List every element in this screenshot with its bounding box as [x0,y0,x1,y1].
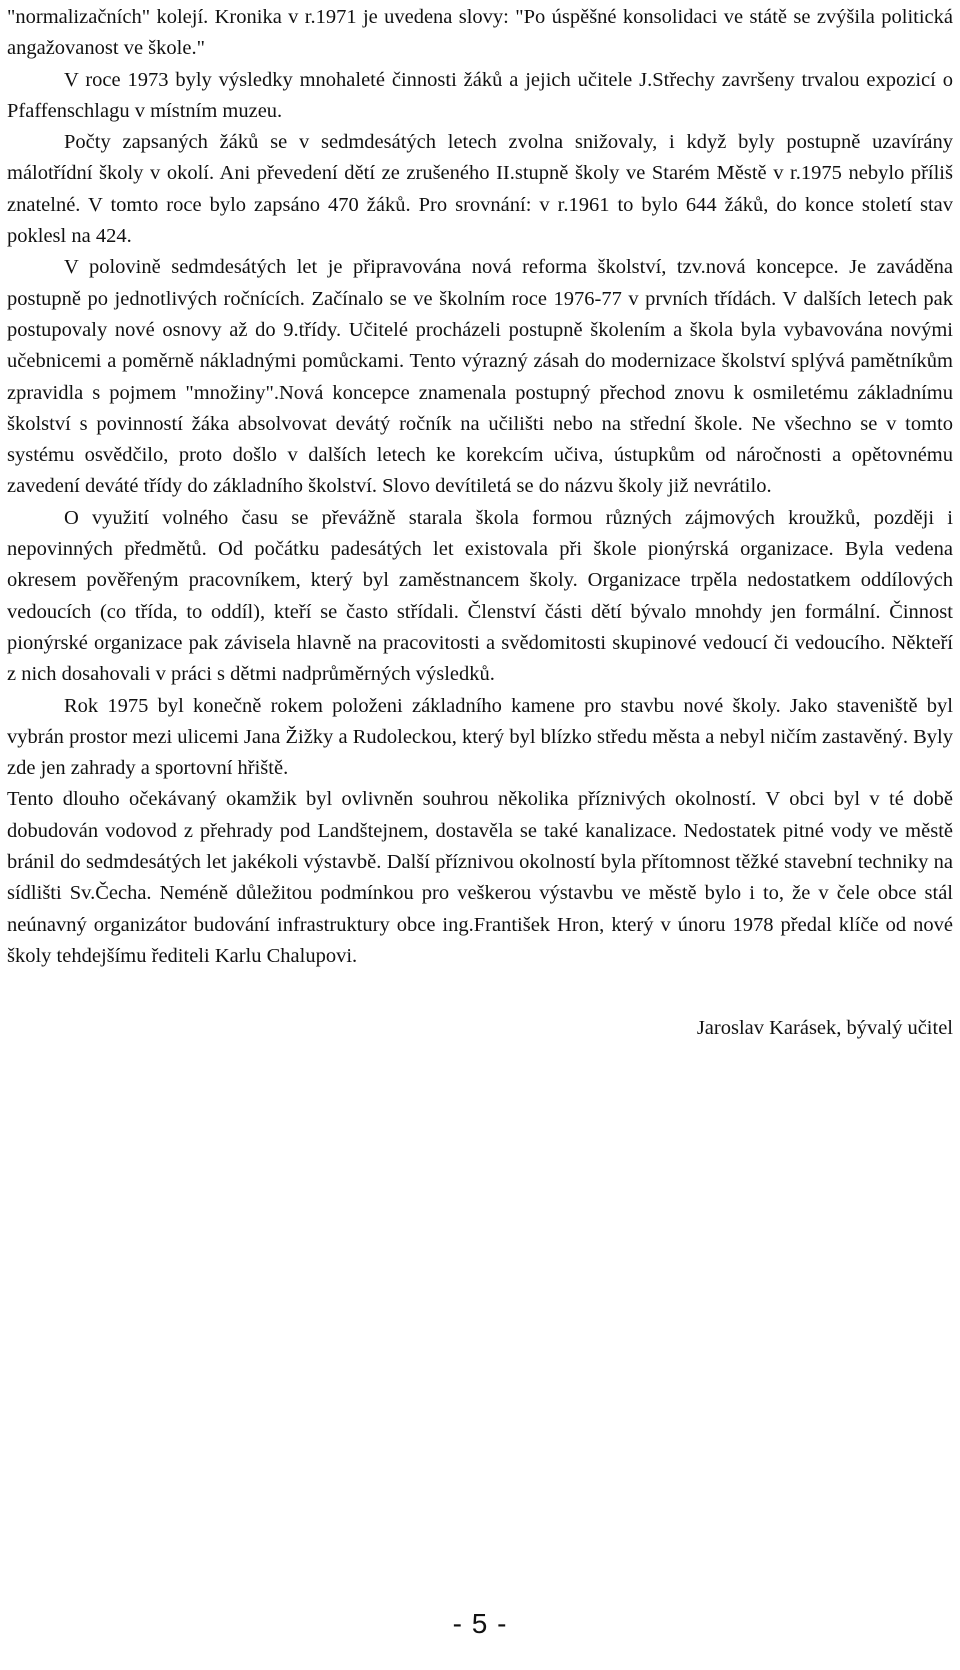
page-number: - 5 - [452,1608,508,1639]
paragraph-favourable-circumstances: Tento dlouho očekávaný okamžik byl ovlivněn souhrou několika příznivých okolností. V obci byl v té době dobudován vodovod z přehrady pod Landštejnem, dostavěla se také kanalizace. Nedostatek pitné vody ve městě bránil do sedmdesátých let jakékoli výstavbě. Další příznivou okolností byla přítomnost těžké stavební techniky na sídlišti Sv.Čecha. Neméně důležitou podmínkou pro veškerou výstavbu ve městě bylo i to, že v čele obce stál neúnavný organizátor budování infrastruktury obce ing.František Hron, který v únoru 1978 předal klíče od nové školy tehdejšímu řediteli Karlu Chalupovi. [7,788,953,967]
paragraph-pupil-counts: Počty zapsaných žáků se v sedmdesátých letech zvolna snižovaly, i když byly postupně uzavírány málotřídní školy v okolí. Ani převedení dětí ze zrušeného II.stupně školy ve Starém Městě v r.1975 nebylo příliš znatelné. V tomto roce bylo zapsáno 470 žáků. Pro srovnání: v r.1961 to bylo 644 žáků, do konce století stav poklesl na 424. [7,131,953,248]
document-page [7,2,953,1045]
paragraph-chronicle-1971: "normalizačních" kolejí. Kronika v r.1971 je uvedena slovy: "Po úspěšné konsolidaci ve státě se zvýšila politická angažovanost ve škole." [7,6,953,60]
author-signature: Jaroslav Karásek, bývalý učitel [696,1017,953,1040]
paragraph-exposition-1973: V roce 1973 byly výsledky mnohaleté činnosti žáků a jejich učitele J.Střechy završeny trvalou expozicí o Pfaffenschlagu v místním muzeu. [7,68,953,122]
paragraph-foundation-stone: Rok 1975 byl konečně rokem položeni základního kamene pro stavbu nové školy. Jako staveniště byl vybrán prostor mezi ulicemi Jana Žižky a Rudoleckou, který byl blízko středu města a nebyl ničím zastavěný. Byly zde jen zahrady a sportovní hřiště. [7,694,953,780]
paragraph-school-reform: V polovině sedmdesátých let je připravována nová reforma školství, tzv.nová koncepce. Je zaváděna postupně po jednotlivých ročnících. Začínalo se ve školním roce 1976-77 v prvních třídách. V dalších letech pak postupovaly nové osnovy až do 9.třídy. Učitelé procházeli postupně školením a škola byla vybavována novými učebnicemi a poměrně nákladnými pomůckami. Tento výrazný zásah do modernizace školství splývá pamětníkům zpravidla s pojmem "množiny".Nová koncepce znamenala postupný přechod znovu k osmiletému základnímu školství s povinností žáka absolvovat devátý ročník na učilišti nebo na střední škole. Ne všechno se v tomto systému osvědčilo, proto došlo v dalších letech ke korekcím učiva, ústupkům od náročnosti a opětovnému zavedení deváté třídy do základního školství. Slovo devítiletá se do názvu školy již nevrátilo. [7,256,953,498]
paragraph-free-time: O využití volného času se převážně starala škola formou různých zájmových kroužků, později i nepovinných předmětů. Od počátku padesátých let existovala při škole pionýrská organizace. Byla vedena okresem pověřeným pracovníkem, který byl zaměstnancem školy. Organizace trpěla nedostatkem oddílových vedoucích (co třída, to oddíl), kteří se často střídali. Členství části dětí bývalo mnohdy jen formální. Činnost pionýrské organizace pak závisela hlavně na pracovitosti a svědomitosti skupinové vedoucí či vedoucího. Někteří z nich dosahovali v práci s dětmi nadprůměrných výsledků. [7,506,953,686]
